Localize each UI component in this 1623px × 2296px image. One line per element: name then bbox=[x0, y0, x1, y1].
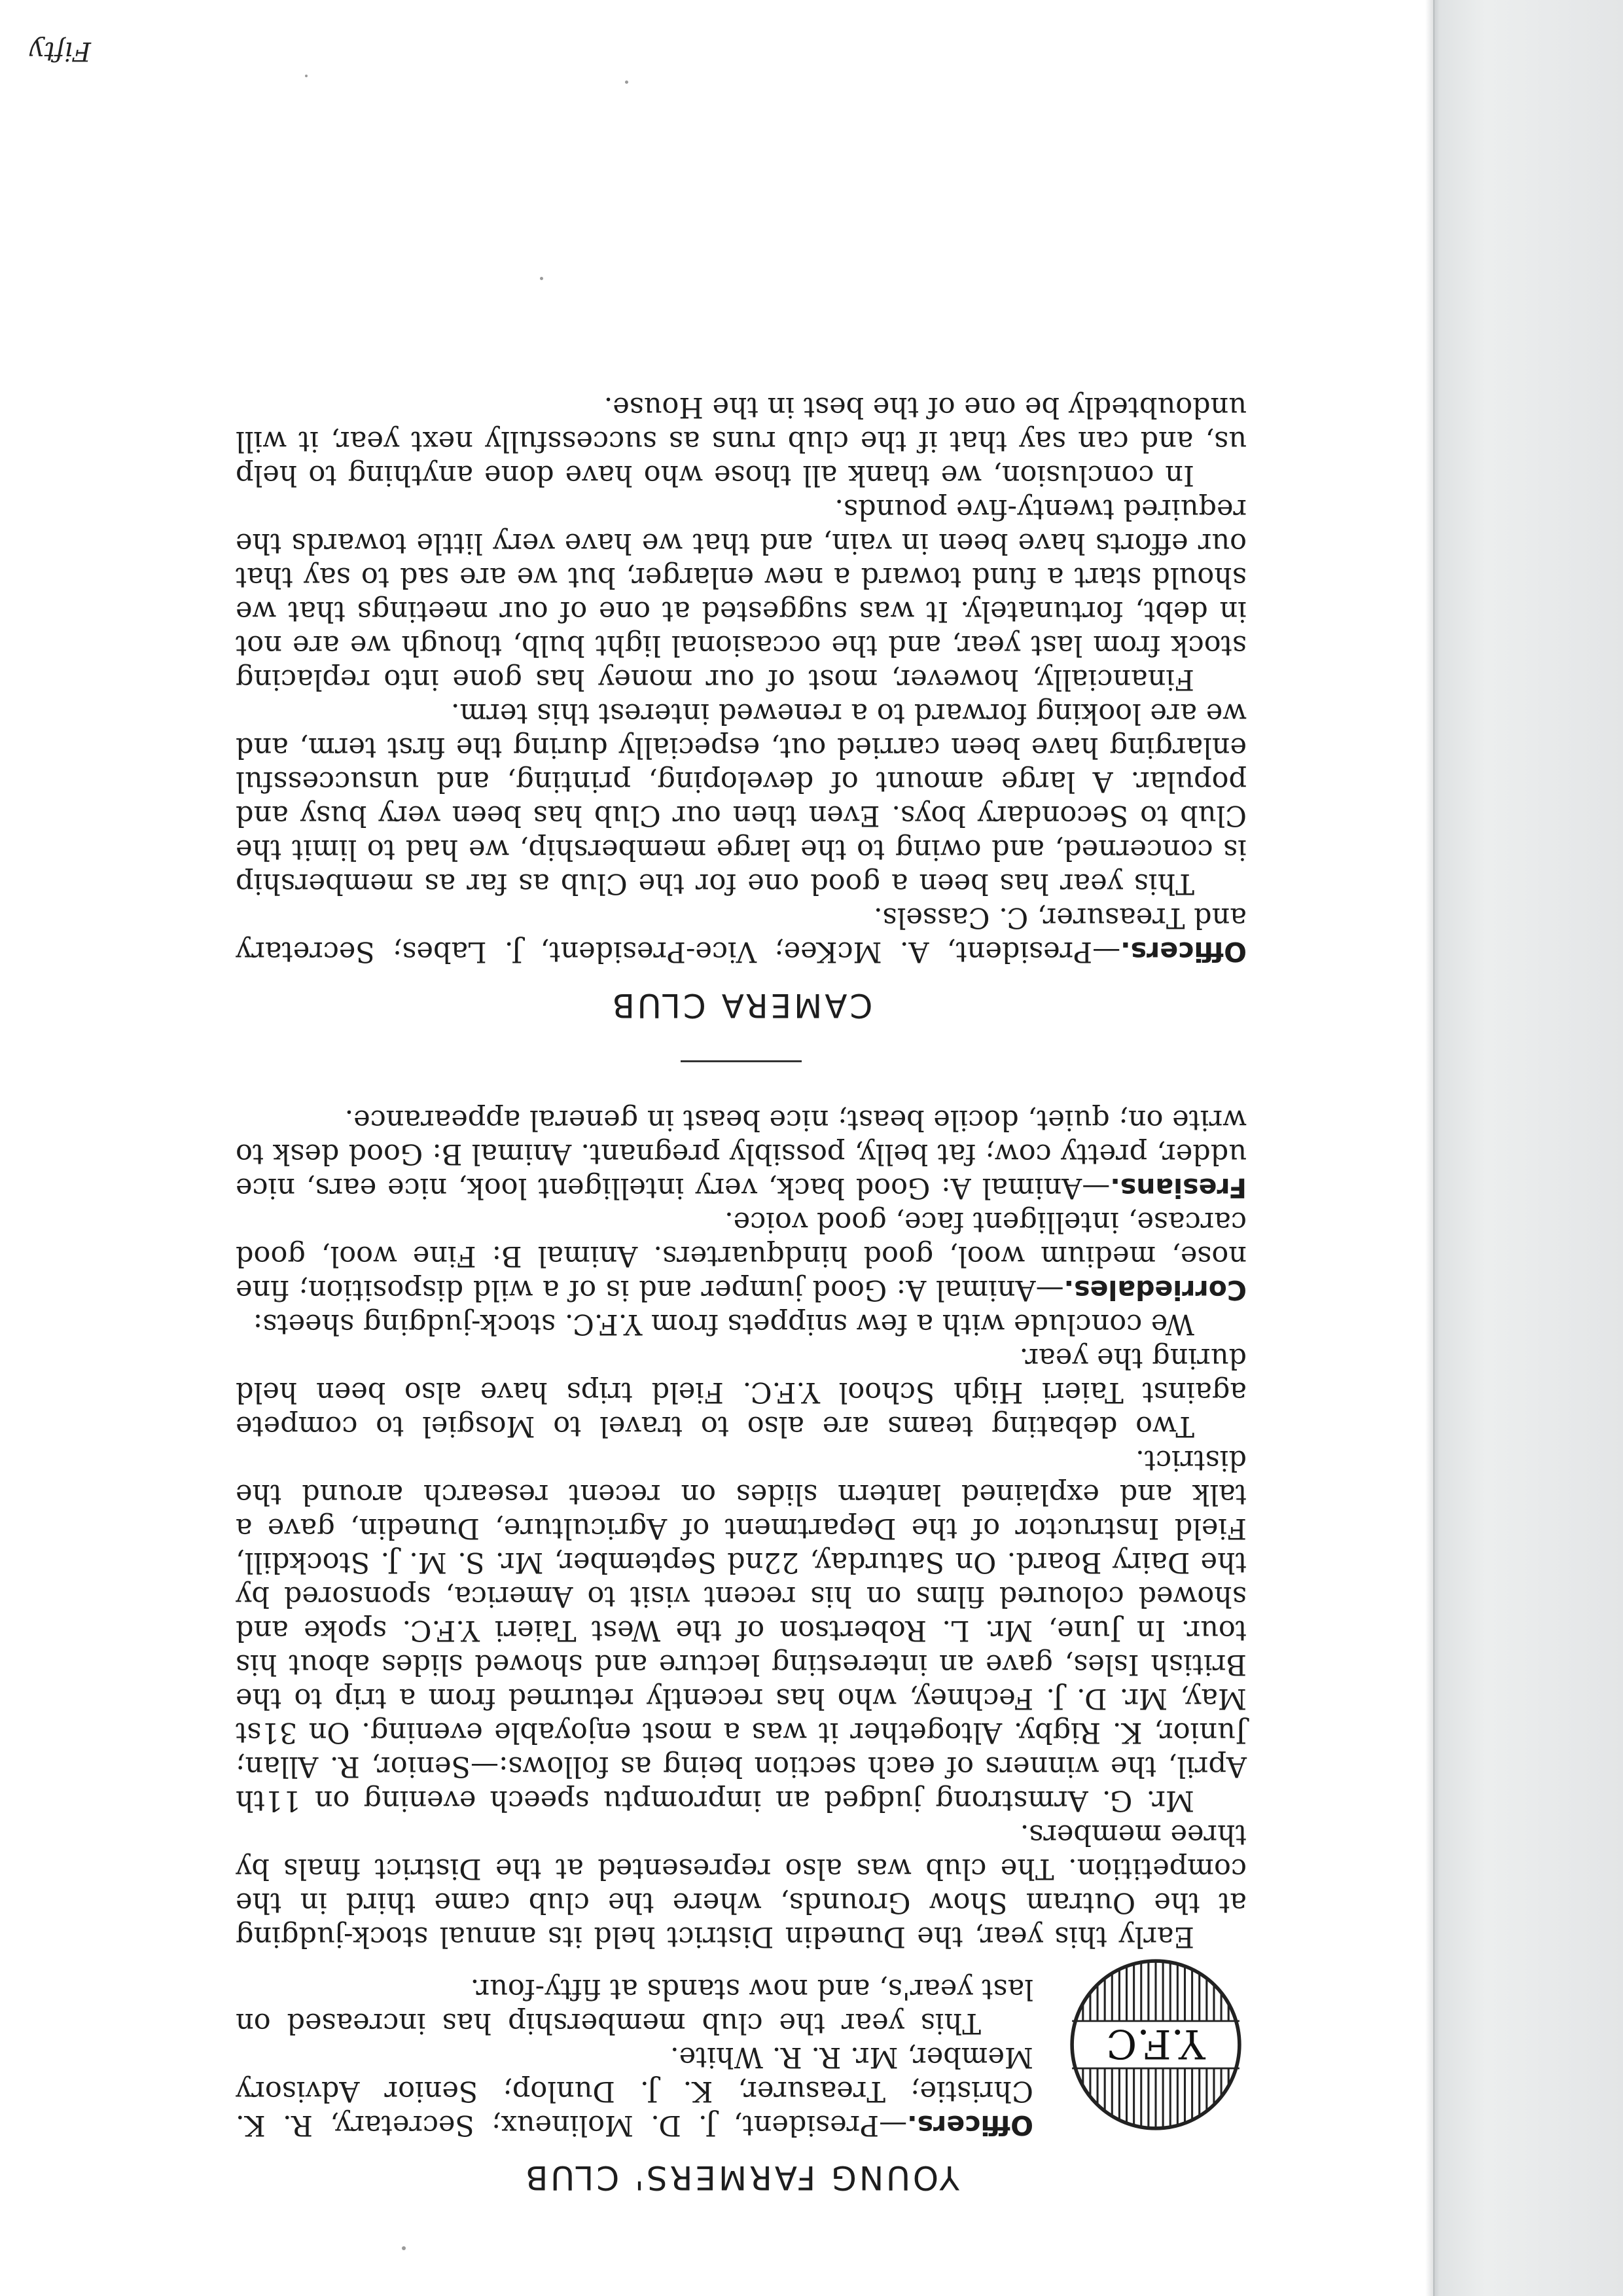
yfc-logo bbox=[1065, 1954, 1247, 2136]
camera-officers-label: Officers. bbox=[1120, 936, 1247, 967]
snippets-intro-paragraph: We conclude with a few snippets from Y.F.C. stock-judging sheets: bbox=[253, 1308, 1194, 1340]
binding-strip bbox=[1433, 0, 1623, 2296]
scan-speck bbox=[305, 75, 308, 77]
young-farmers-heading: YOUNG FARMERS' CLUB bbox=[523, 2159, 959, 2197]
corriedales-paragraph bbox=[236, 1205, 1247, 1307]
camera-year-summary-paragraph: This year has been a good one for the Club as far as membership is concerned, and owing to the large membership, we had to limit the Club to Secondary boys. Even then our Club has been very busy and popular. A large amount of developing, printing, and unsuccessful enlarging have been carried out, especially during the first term, and we are looking forward to a renewed interest this term. bbox=[236, 697, 1247, 900]
scan-speck bbox=[540, 277, 543, 280]
camera-club-section bbox=[236, 390, 1247, 1022]
officers-label: Officers. bbox=[907, 2109, 1033, 2141]
camera-financial-paragraph: Financially, however, most of our money has gone into replacing stock from last year, and the occasional light bulb, though we are not in debt, fortunately. It was suggested at one of our meetings that we should start a fund toward a new enlarger, but we are sad to say that our efforts have been in vain, and that we have very little towards the required twenty-five pounds. bbox=[236, 493, 1247, 696]
yfc-logo-text: Y.F.C bbox=[1106, 2020, 1205, 2067]
page-number: Fifty bbox=[29, 36, 92, 66]
section-divider bbox=[681, 1060, 802, 1062]
page-content bbox=[236, 390, 1247, 2195]
young-farmers-officers bbox=[236, 2040, 1033, 2142]
young-farmers-officers-row bbox=[236, 1954, 1247, 2142]
fresians-label: Fresians. bbox=[1110, 1172, 1247, 1204]
camera-club-officers bbox=[236, 901, 1247, 969]
yfc-logo-graphic bbox=[1065, 1954, 1247, 2136]
fresians-paragraph bbox=[236, 1103, 1247, 1205]
young-farmers-section bbox=[236, 1103, 1247, 2195]
scan-speck bbox=[402, 2246, 406, 2250]
debating-paragraph: Two debating teams are also to travel to Mosgiel to compete against Taieri High School Y.F.C. Field trips have also been held during the year. bbox=[236, 1342, 1247, 1443]
speech-evening-paragraph: Mr. G. Armstrong judged an impromptu speech evening on 11th April, the winners of each section being as follows:—Senior, R. Allan; Junior, K. Rigby. Altogether it was a most enjoyable evening. On 31st May, Mr. D. J. Fechney, who has recently returned from a trip to the British Isles, gave an interesting lecture and showed slides about his tour. In June, Mr. L. Robertson of the West Taieri Y.F.C. spoke and showed coloured films on his recent visit to America, sponsored by the Dairy Board. On Saturday, 22nd September, Mr. S. M. J. Stockdill, Field Instructor of the Department of Agriculture, Dunedin, gave a talk and explained lantern slides on recent research around the district. bbox=[236, 1444, 1247, 1817]
stock-judging-paragraph: Early this year, the Dunedin District held its annual stock-judging at the Outram Show Grounds, where the club came third in the competition. The club was also represented at the District finals by three members. bbox=[236, 1818, 1247, 1953]
officers-text: —President, J. D. Molineux; Secretary, R. K. Christie; Treasurer, K. J. Dunlop; Senior Advisory Member, Mr. R. R. White. bbox=[236, 2041, 1033, 2142]
young-farmers-officers-block bbox=[236, 1972, 1033, 2142]
camera-conclusion-paragraph: In conclusion, we thank all those who have done anything to help us, and can say that if the club runs as successfully next year, it will undoubtedly be one of the best in the House. bbox=[236, 391, 1247, 492]
membership-paragraph: This year the club membership has increased on last year's, and now stands at fifty-four. bbox=[236, 1973, 1033, 2039]
scan-speck bbox=[625, 81, 628, 84]
fresians-text: —Animal A: Good back, very intelligent look, nice ears, nice udder, pretty cow; fat belly, possibly pregnant. Animal B: Good desk to write on; quiet, docile beast; nice beast in general appearance. bbox=[236, 1103, 1247, 1204]
corriedales-text: —Animal A: Good jumper and is of a wild disposition; fine nose, medium wool, good hindquarters. Animal B: Fine wool, good carcase, intelligent face, good voice. bbox=[236, 1206, 1247, 1306]
corriedales-label: Corriedales. bbox=[1063, 1274, 1247, 1306]
camera-officers-text: —President, A. McKee; Vice-President, J. Labes; Secretary and Treasurer, C. Cassels. bbox=[236, 901, 1247, 968]
camera-club-heading: CAMERA CLUB bbox=[609, 986, 873, 1024]
